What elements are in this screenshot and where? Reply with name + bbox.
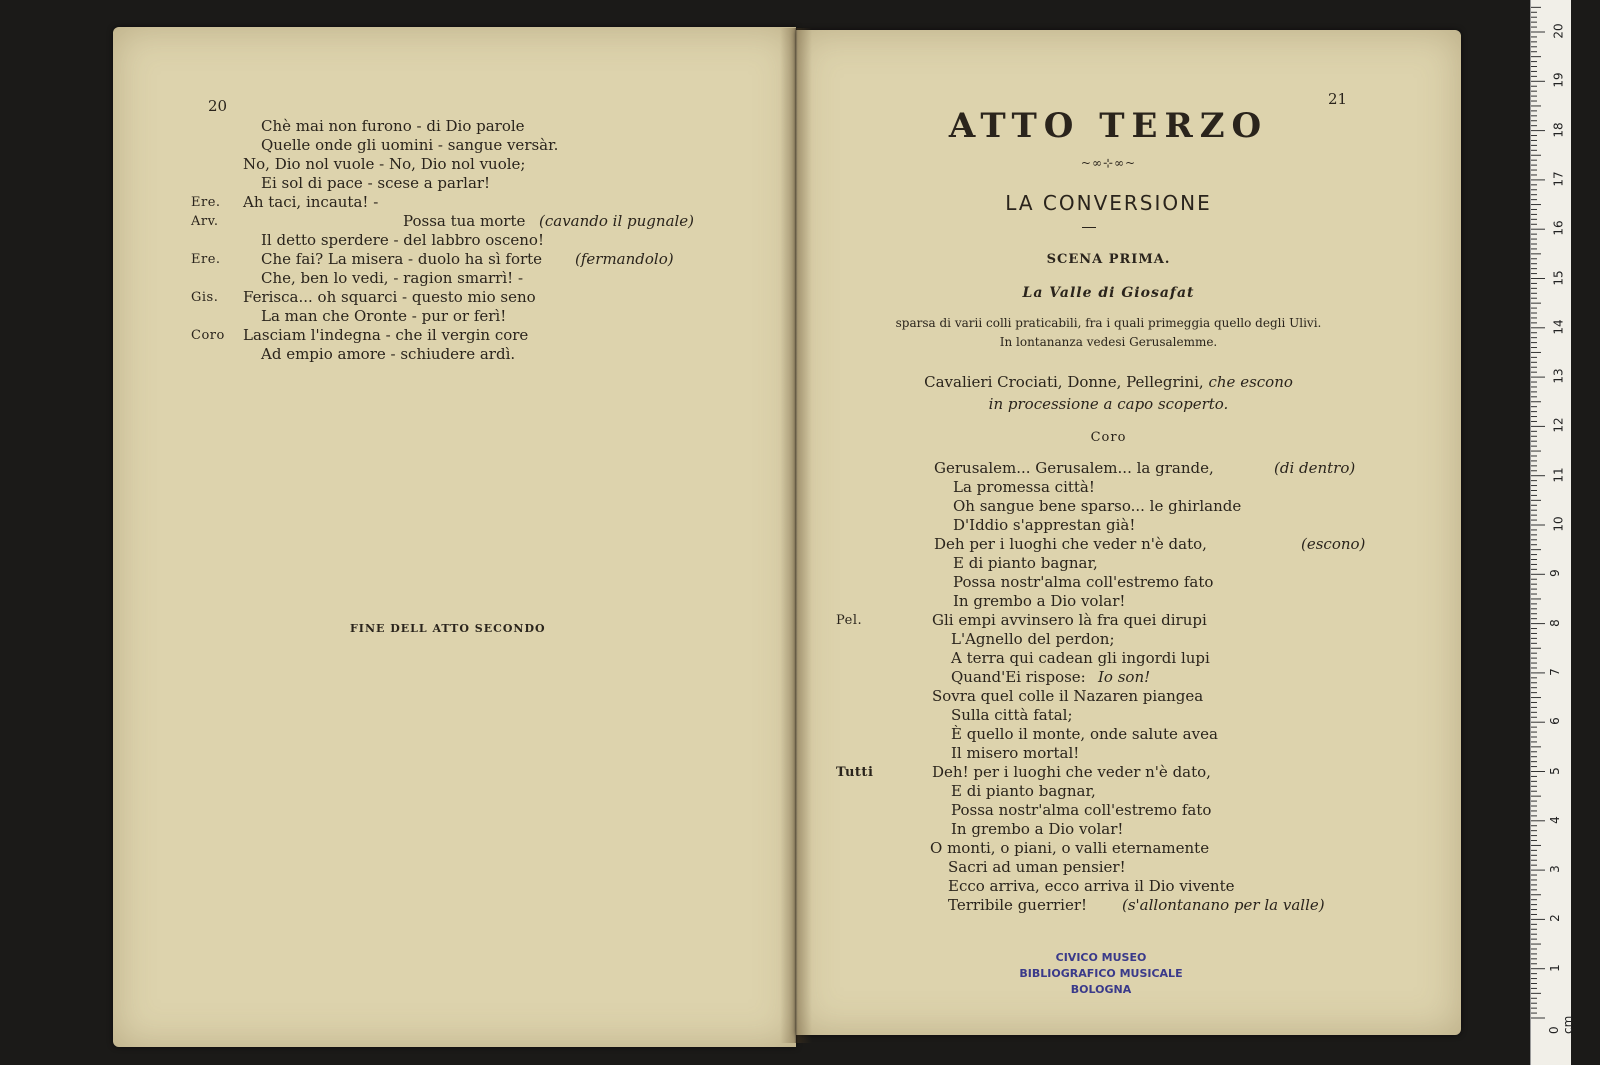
ruler-ticks — [1531, 0, 1571, 1065]
stage-direction: (cavando il pugnale) — [539, 212, 695, 230]
ruler-label: 12 — [1551, 417, 1566, 434]
verse-line: Quelle onde gli uomini - sangue versàr. — [261, 136, 559, 154]
speaker-label: Ere. — [191, 195, 221, 210]
ruler-label: 20 — [1551, 23, 1566, 39]
stage-direction: (escono) — [1301, 535, 1366, 553]
verse-line: Sacri ad uman pensier! — [948, 858, 1126, 876]
speaker-label: Ere. — [191, 252, 221, 267]
ruler-label: 18 — [1551, 121, 1566, 138]
speaker-label: Coro — [191, 328, 225, 343]
right-page — [796, 30, 1461, 1035]
verse-line: Il misero mortal! — [951, 744, 1080, 762]
verse-line: L'Agnello del perdon; — [951, 630, 1115, 648]
verse-line: Lasciam l'indegna - che il vergin core — [243, 326, 529, 344]
ruler-label: 13 — [1551, 368, 1566, 384]
ornament: ~∞⊹∞~ — [1080, 156, 1137, 170]
ruler-label: 14 — [1551, 319, 1566, 335]
verse-line: Sulla città fatal; — [951, 706, 1073, 724]
verse-line: D'Iddio s'apprestan già! — [953, 516, 1136, 534]
divider — [1082, 227, 1096, 228]
left-page — [113, 27, 796, 1047]
verse-line: In grembo a Dio volar! — [953, 592, 1126, 610]
ruler-label: 3 — [1547, 865, 1562, 873]
speaker-label: Gis. — [191, 290, 219, 305]
page-number: 20 — [208, 97, 228, 115]
verse-line: Quand'Ei rispose: — [951, 668, 1086, 686]
scene-location: La Valle di Giosafat — [1022, 285, 1195, 301]
verse-line: In grembo a Dio volar! — [951, 820, 1124, 838]
verse-line: Possa nostr'alma coll'estremo fato — [953, 573, 1214, 591]
section-title: LA CONVERSIONE — [1005, 191, 1212, 215]
end-of-act-note: FINE DELL ATTO SECONDO — [350, 622, 546, 635]
verse-line: Il detto sperdere - del labbro osceno! — [261, 231, 544, 249]
verse-line: Chè mai non furono - di Dio parole — [261, 117, 525, 135]
ruler-label: 2 — [1547, 914, 1562, 923]
verse-line: La man che Oronte - pur or ferì! — [261, 307, 507, 325]
verse-line: Deh per i luoghi che veder n'è dato, — [934, 535, 1207, 553]
characters-direction: in processione a capo scoperto. — [988, 395, 1229, 413]
scene-description: In lontananza vedesi Gerusalemme. — [999, 335, 1218, 349]
verse-line: Deh! per i luoghi che veder n'è dato, — [932, 763, 1211, 781]
ruler-label: 19 — [1551, 72, 1566, 88]
verse-line: Ecco arriva, ecco arriva il Dio vivente — [948, 877, 1235, 895]
chorus-heading: Coro — [1090, 430, 1127, 445]
verse-line: No, Dio nol vuole - No, Dio nol vuole; — [243, 155, 526, 173]
verse-line: Gerusalem... Gerusalem... la grande, — [934, 459, 1214, 477]
ruler-label: 8 — [1547, 618, 1562, 627]
stage-direction: (di dentro) — [1274, 459, 1356, 477]
ruler-label: 10 — [1551, 516, 1566, 532]
verse-line: Sovra quel colle il Nazaren piangea — [932, 687, 1204, 705]
ruler-label: 4 — [1547, 815, 1562, 824]
verse-line: È quello il monte, onde salute avea — [951, 725, 1218, 743]
ruler-label: 7 — [1547, 668, 1562, 676]
stamp-line: CIVICO MUSEO — [1055, 951, 1147, 964]
verse-line: Che fai? La misera - duolo ha sì forte — [261, 250, 543, 268]
verse-line: Che, ben lo vedi, - ragion smarrì! - — [261, 269, 524, 287]
ruler-label: 11 — [1551, 467, 1566, 483]
verse-line: Ei sol di pace - scese a parlar! — [261, 174, 491, 192]
ruler-label: 16 — [1551, 220, 1566, 236]
page-number: 21 — [1328, 90, 1348, 108]
verse-line: O monti, o piani, o valli eternamente — [930, 839, 1210, 857]
library-stamp — [1016, 950, 1186, 998]
characters-text: Cavalieri Crociati, Donne, Pellegrini, — [924, 373, 1204, 391]
stamp-line: BIBLIOGRAFICO MUSICALE — [1019, 967, 1183, 980]
verse-line: La promessa città! — [953, 478, 1095, 496]
verse-line: Oh sangue bene sparso... le ghirlande — [953, 497, 1242, 515]
stage-direction: (fermandolo) — [575, 250, 674, 268]
scene-title: SCENA PRIMA. — [1046, 252, 1171, 267]
verse-line: Ad empio amore - schiudere ardì. — [261, 345, 516, 363]
verse-line: Gli empi avvinsero là fra quei dirupi — [932, 611, 1207, 629]
characters-line — [776, 373, 1441, 391]
verse-line: Possa tua morte — [403, 212, 526, 230]
ruler-label: 6 — [1547, 717, 1562, 726]
ruler-label: 9 — [1547, 569, 1562, 578]
ruler-label: 0 cm — [1547, 1015, 1575, 1034]
speaker-label: Tutti — [836, 765, 874, 780]
scene-description: sparsa di varii colli praticabili, fra i quali primeggia quello degli Ulivi. — [895, 316, 1322, 330]
stage-direction: (s'allontanano per la valle) — [1122, 896, 1325, 914]
stage-direction: Io son! — [1098, 668, 1151, 686]
characters-direction: che escono — [1208, 373, 1293, 391]
ruler-label: 1 — [1547, 963, 1562, 972]
verse-line: Terribile guerrier! — [948, 896, 1088, 914]
act-title: ATTO TERZO — [948, 106, 1269, 146]
ruler-label: 17 — [1551, 171, 1566, 187]
ruler-label: 5 — [1547, 766, 1562, 775]
speaker-label: Arv. — [191, 214, 219, 229]
verse-line: E di pianto bagnar, — [951, 782, 1096, 800]
verse-line: A terra qui cadean gli ingordi lupi — [951, 649, 1210, 667]
speaker-label: Pel. — [836, 613, 863, 628]
verse-line: Possa nostr'alma coll'estremo fato — [951, 801, 1212, 819]
verse-line: Ferisca... oh squarci - questo mio seno — [243, 288, 536, 306]
verse-line: Ah taci, incauta! - — [243, 193, 379, 211]
verse-line: E di pianto bagnar, — [953, 554, 1098, 572]
measuring-ruler — [1530, 0, 1575, 1065]
stamp-line: BOLOGNA — [1070, 983, 1132, 996]
ruler-label: 15 — [1551, 269, 1566, 286]
